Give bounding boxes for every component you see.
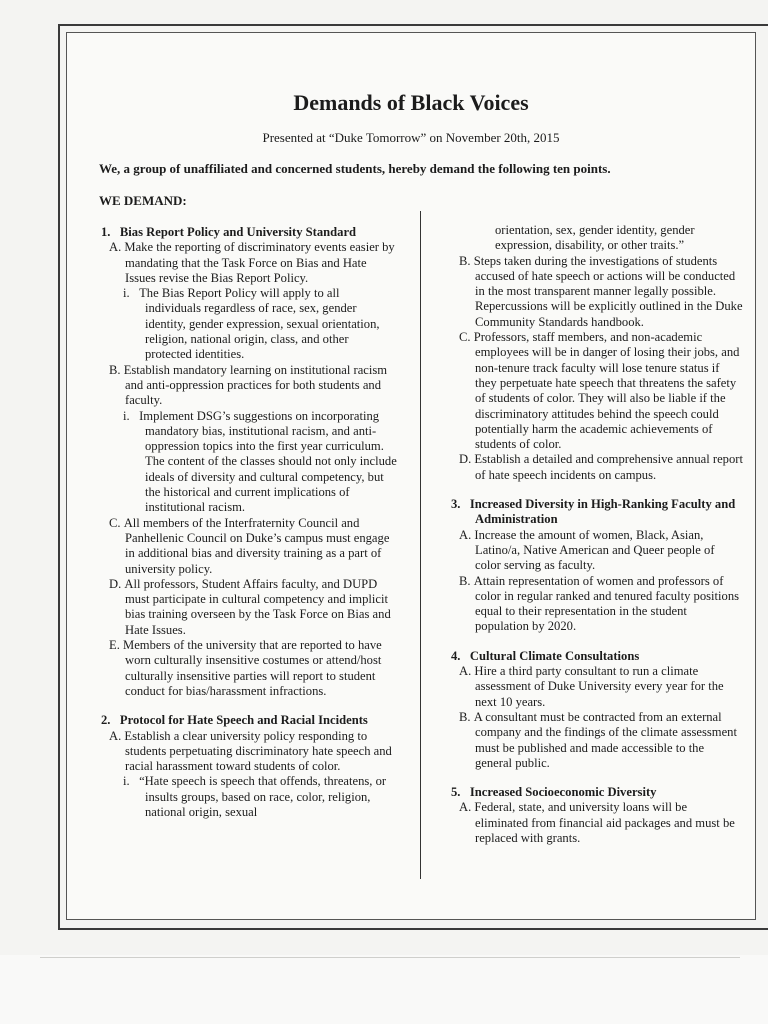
scan-background <box>0 955 768 1024</box>
section-2-item-b: B. Steps taken during the investigations of students accused of hate speech or actions will be conducted in the most transparent manner legally possible. Repercussions will be explicitly outlined in the Duke Community Standards handbook. <box>459 253 743 329</box>
page-title: Demands of Black Voices <box>293 90 529 115</box>
document-page <box>66 32 756 920</box>
section-2-item-c: C. Professors, staff members, and non-academic employees will be in danger of losing their jobs, and non-tenure track faculty will lose tenure status if they perpetuate hate speech that threatens the safety of students of color. They will also be liable if the discriminatory attitudes behind the speech could potentially harm the academic achievements of students of color. <box>459 330 740 452</box>
section-4-heading: 4. Cultural Climate Consultations <box>451 648 640 663</box>
right-column <box>437 223 743 846</box>
section-4 <box>437 649 743 771</box>
section-2-item-a: A. Establish a clear university policy responding to students perpetuating discriminatory hate speech and racial harassment toward students of color. <box>109 728 392 774</box>
section-1-item-d: D. All professors, Student Affairs faculty, and DUPD must participate in cultural competency and implicit bias training overseen by the Task Force on Bias and Hate Issues. <box>109 576 391 637</box>
section-1-item-b: B. Establish mandatory learning on institutional racism and anti-oppression practices for both students and faculty. <box>109 362 388 408</box>
section-1 <box>87 225 397 699</box>
intro-statement: We, a group of unaffiliated and concerned students, hereby demand the following ten points. <box>99 161 611 176</box>
section-4-item-b: B. A consultant must be contracted from an external company and the findings of the climate assessment must be published and made accessible to the general public. <box>459 709 737 770</box>
section-5 <box>437 785 743 846</box>
section-2-continued <box>437 223 743 483</box>
section-1-item-b-i: i. Implement DSG’s suggestions on incorporating mandatory bias, institutional racism, and anti-oppression topics into the first year curriculum. The content of the classes should not only include ideals of diversity and cultural competency, but the historical and current implications of institutional racism. <box>123 408 397 515</box>
section-1-item-e: E. Members of the university that are reported to have worn culturally insensitive costumes or attend/host culturally insensitive parties will report to student conduct for bias/harassment infractions. <box>109 638 382 698</box>
section-3 <box>437 497 743 635</box>
section-2-item-a-i-continued: orientation, sex, gender identity, gender expression, disability, or other traits.” <box>495 223 695 253</box>
section-5-heading: 5. Increased Socioeconomic Diversity <box>451 785 657 800</box>
section-1-item-c: C. All members of the Interfraternity Council and Panhellenic Council on Duke’s campus must engage in additional bias and diversity training as a part of university policy. <box>109 515 390 576</box>
page-subtitle: Presented at “Duke Tomorrow” on November 20th, 2015 <box>262 130 560 145</box>
scan-edge-line <box>40 957 740 958</box>
left-column <box>87 225 397 820</box>
section-1-item-a-i: i. The Bias Report Policy will apply to all individuals regardless of race, sex, gender identity, gender expression, sexual orientation, religion, national origin, class, and other protected identities. <box>123 286 380 362</box>
we-demand-heading: WE DEMAND: <box>99 193 187 208</box>
section-2-item-d: D. Establish a detailed and comprehensive annual report of hate speech incidents on campus. <box>459 452 743 482</box>
column-divider <box>420 211 421 879</box>
section-5-item-a: A. Federal, state, and university loans will be eliminated from financial aid packages and must be replaced with grants. <box>459 800 735 845</box>
section-3-heading: 3. Increased Diversity in High-Ranking Faculty and Administration <box>451 497 736 527</box>
section-1-item-a: A. Make the reporting of discriminatory events easier by mandating that the Task Force on Bias and Hate Issues revise the Bias Report Policy. <box>109 240 395 285</box>
section-4-item-a: A. Hire a third party consultant to run a climate assessment of Duke University every year for the next 10 years. <box>459 664 724 709</box>
section-2-heading: 2. Protocol for Hate Speech and Racial Incidents <box>101 713 368 728</box>
section-2-item-a-i: i. “Hate speech is speech that offends, threatens, or insults groups, based on race, color, religion, national origin, sexual <box>123 774 387 819</box>
section-2 <box>87 713 397 820</box>
section-3-item-b: B. Attain representation of women and professors of color in regular ranked and tenured faculty positions equal to their representation in the student population by 2020. <box>459 573 740 634</box>
section-3-item-a: A. Increase the amount of women, Black, Asian, Latino/a, Native American and Queer people of color serving as faculty. <box>459 527 715 573</box>
section-1-heading: 1. Bias Report Policy and University Standard <box>101 225 357 239</box>
